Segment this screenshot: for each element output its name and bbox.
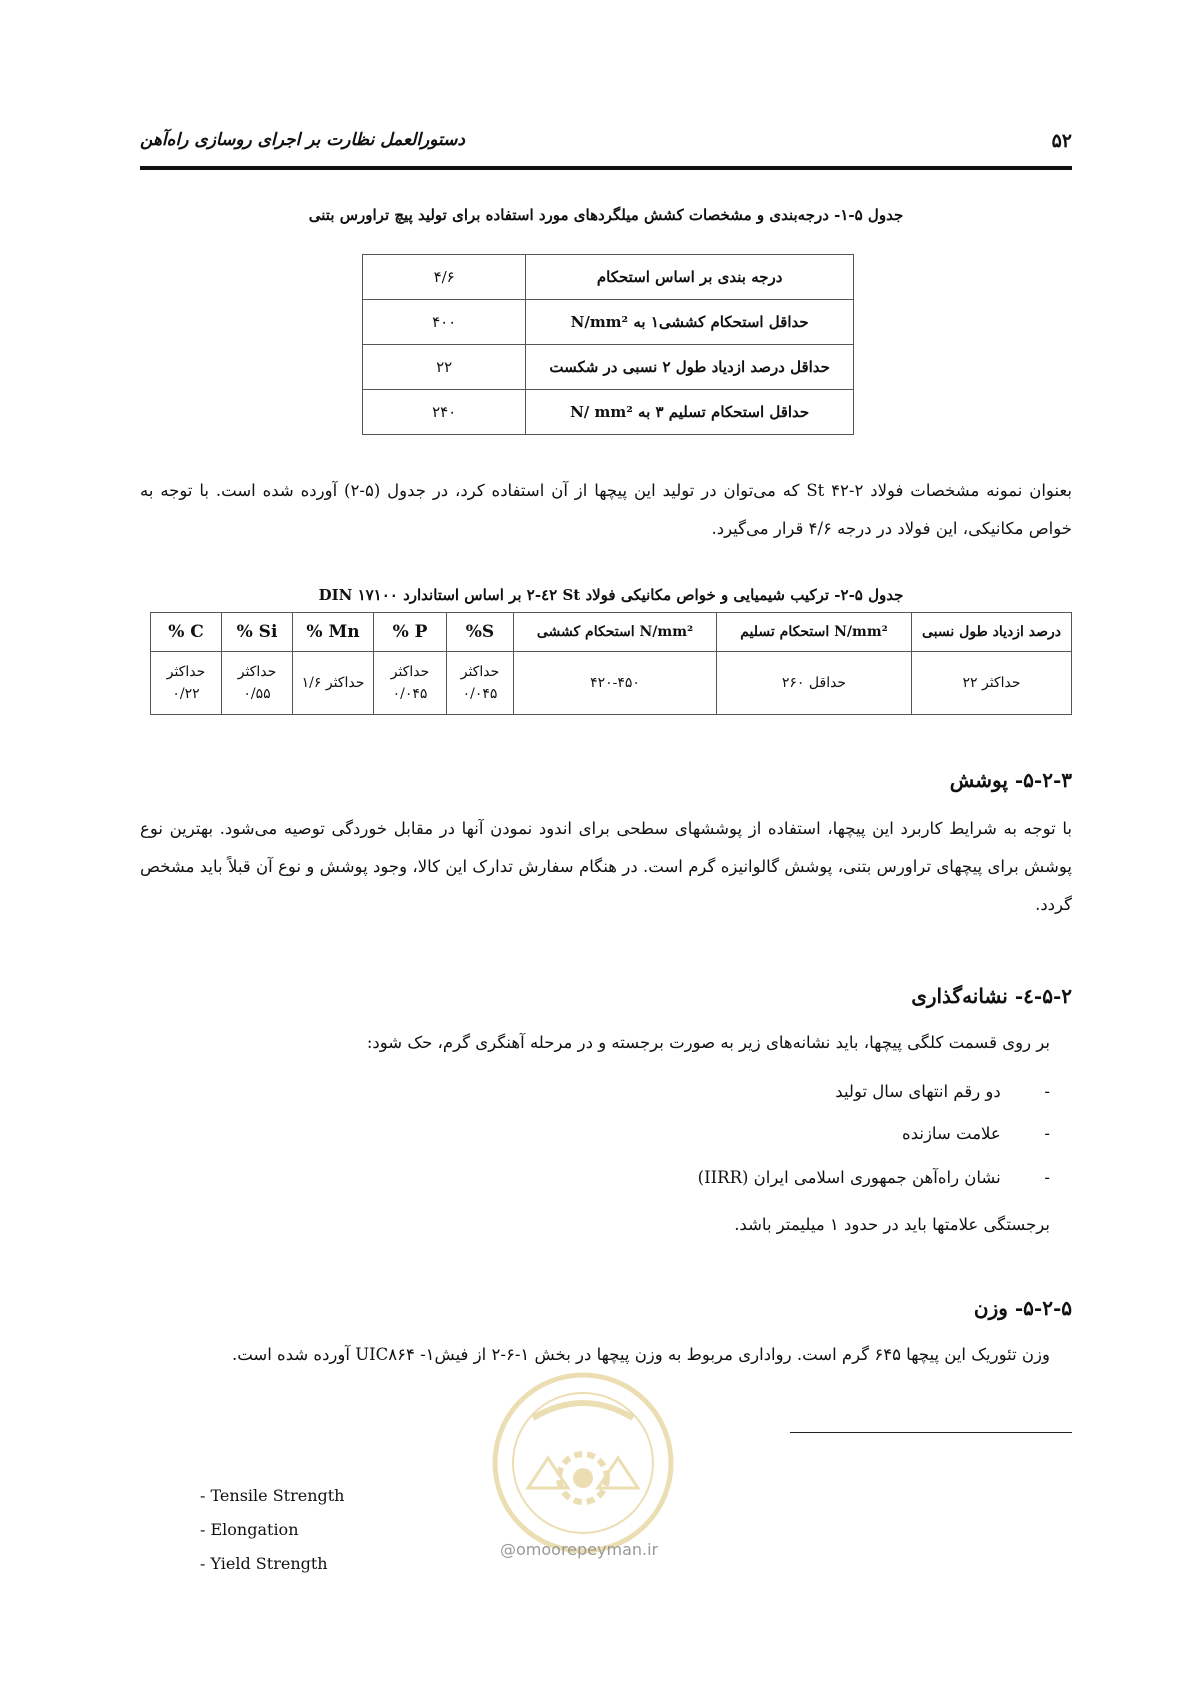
table2-caption: جدول ۵-۲- ترکیب شیمیایی و خواص مکانیکی فولاد St ٤٢-۲ بر اساس استاندارد DIN ۱۷۱۰۰ bbox=[318, 586, 904, 604]
col-header-p: % P bbox=[374, 613, 447, 652]
bullet-dash: - bbox=[1044, 1124, 1050, 1143]
paragraph-steel-example: بعنوان نمونه مشخصات فولاد St ۴۲-۲ که می‌توان در تولید این پیچها از آن استفاده کرد، در جدول (۵-۲) آورده شده است. با توجه به خواص مکانیکی، این فولاد در درجه ۴/۶ قرار می‌گیرد. bbox=[140, 481, 1072, 538]
table-cell: حداکثر ۰/۰۴۵ bbox=[447, 652, 514, 715]
table-cell: حداکثر ۰/۵۵ bbox=[222, 652, 293, 715]
watermark-text: @omoorepeyman.ir bbox=[500, 1540, 659, 1559]
table-cell: حداکثر ۲۲ bbox=[912, 652, 1072, 715]
table-cell-label: حداقل استحکام تسلیم ۳ به N/ mm² bbox=[526, 390, 854, 435]
table2 bbox=[150, 612, 1072, 715]
footnote-rule bbox=[790, 1432, 1072, 1433]
header-rule bbox=[140, 166, 1072, 170]
heading-marking: ۵-۲-٤- نشانه‌گذاری bbox=[911, 984, 1072, 1008]
col-header-si: % Si bbox=[222, 613, 293, 652]
table-cell-label: درجه بندی بر اساس استحکام bbox=[526, 255, 854, 300]
list-item bbox=[902, 1124, 1050, 1143]
table-cell-label: حداقل درصد ازدیاد طول ۲ نسبی در شکست bbox=[526, 345, 854, 390]
table-cell: حداکثر ۰/۲۲ bbox=[151, 652, 222, 715]
bullet-dash: - bbox=[1044, 1082, 1050, 1101]
table-row bbox=[363, 255, 854, 300]
table-cell: حداکثر ۰/۰۴۵ bbox=[374, 652, 447, 715]
table1-caption: جدول ۵-۱- درجه‌بندی و مشخصات کشش میلگردهای مورد استفاده برای تولید پیچ تراورس بتنی bbox=[308, 206, 904, 224]
table-cell-value: ۴۰۰ bbox=[363, 300, 526, 345]
footnote: - Yield Strength bbox=[200, 1554, 328, 1573]
paragraph-coating: با توجه به شرایط کاربرد این پیچها، استفاده از پوششهای سطحی برای اندود نمودن آنها در مقابل خوردگی توصیه می‌شود. بهترین نوع پوشش برای پیچهای تراورس بتنی، پوشش گالوانیزه گرم است. در هنگام سفارش تدارک این کالا، وجود پوشش و نوع آن قبلاً باید مشخص گردد. bbox=[140, 819, 1072, 914]
bullet-dash: - bbox=[1044, 1168, 1050, 1187]
heading-weight: ۵-۲-۵- وزن bbox=[973, 1296, 1072, 1320]
footnote: - Tensile Strength bbox=[200, 1486, 345, 1505]
list-item-text: علامت سازنده bbox=[902, 1124, 1001, 1143]
col-header-yield: N/mm² استحکام تسلیم bbox=[717, 613, 912, 652]
table-cell-value: ۲۲ bbox=[363, 345, 526, 390]
table-cell-value: ۴/۶ bbox=[363, 255, 526, 300]
page-header bbox=[140, 126, 1072, 166]
col-header-tensile: N/mm² استحکام کششی bbox=[514, 613, 717, 652]
paragraph-weight: وزن تئوریک این پیچها ۶۴۵ گرم است. رواداری مربوط به وزن پیچها در بخش ۱-۶-۲ از فیش۱- UIC۸۶۴ آورده شده است. bbox=[231, 1345, 1050, 1364]
table-row bbox=[151, 652, 1072, 715]
list-item bbox=[835, 1082, 1050, 1101]
col-header-elongation: درصد ازدیاد طول نسبی bbox=[912, 613, 1072, 652]
table-cell: حداقل ۲۶۰ bbox=[717, 652, 912, 715]
table-cell: حداکثر ۱/۶ bbox=[293, 652, 374, 715]
table-cell-value: ۲۴۰ bbox=[363, 390, 526, 435]
table-cell: ۴۲۰-۴۵۰ bbox=[514, 652, 717, 715]
col-header-mn: % Mn bbox=[293, 613, 374, 652]
page-number: ۵۲ bbox=[1051, 130, 1072, 152]
table-row bbox=[363, 345, 854, 390]
list-item bbox=[698, 1168, 1050, 1187]
col-header-s: %S bbox=[447, 613, 514, 652]
col-header-c: % C bbox=[151, 613, 222, 652]
list-item-text: دو رقم انتهای سال تولید bbox=[835, 1082, 1001, 1101]
table-cell-label: حداقل استحکام کششی۱ به N/mm² bbox=[526, 300, 854, 345]
footnote: - Elongation bbox=[200, 1520, 299, 1539]
running-title: دستورالعمل نظارت بر اجرای روسازی راه‌آهن bbox=[140, 130, 465, 150]
scales-gear-seal-icon bbox=[488, 1368, 678, 1558]
paragraph-marking-intro: بر روی قسمت کلگی پیچها، باید نشانه‌های زیر به صورت برجسته و در مرحله آهنگری گرم، حک شود: bbox=[366, 1033, 1050, 1052]
paragraph-marking-closing: برجستگی علامتها باید در حدود ۱ میلیمتر باشد. bbox=[734, 1215, 1050, 1234]
table1 bbox=[362, 254, 854, 435]
list-item-text: نشان راه‌آهن جمهوری اسلامی ایران (IIRR) bbox=[697, 1168, 1001, 1187]
table-row bbox=[363, 390, 854, 435]
table-row bbox=[363, 300, 854, 345]
table-header-row bbox=[151, 613, 1072, 652]
heading-coating: ۵-۲-۳- پوشش bbox=[949, 768, 1072, 792]
